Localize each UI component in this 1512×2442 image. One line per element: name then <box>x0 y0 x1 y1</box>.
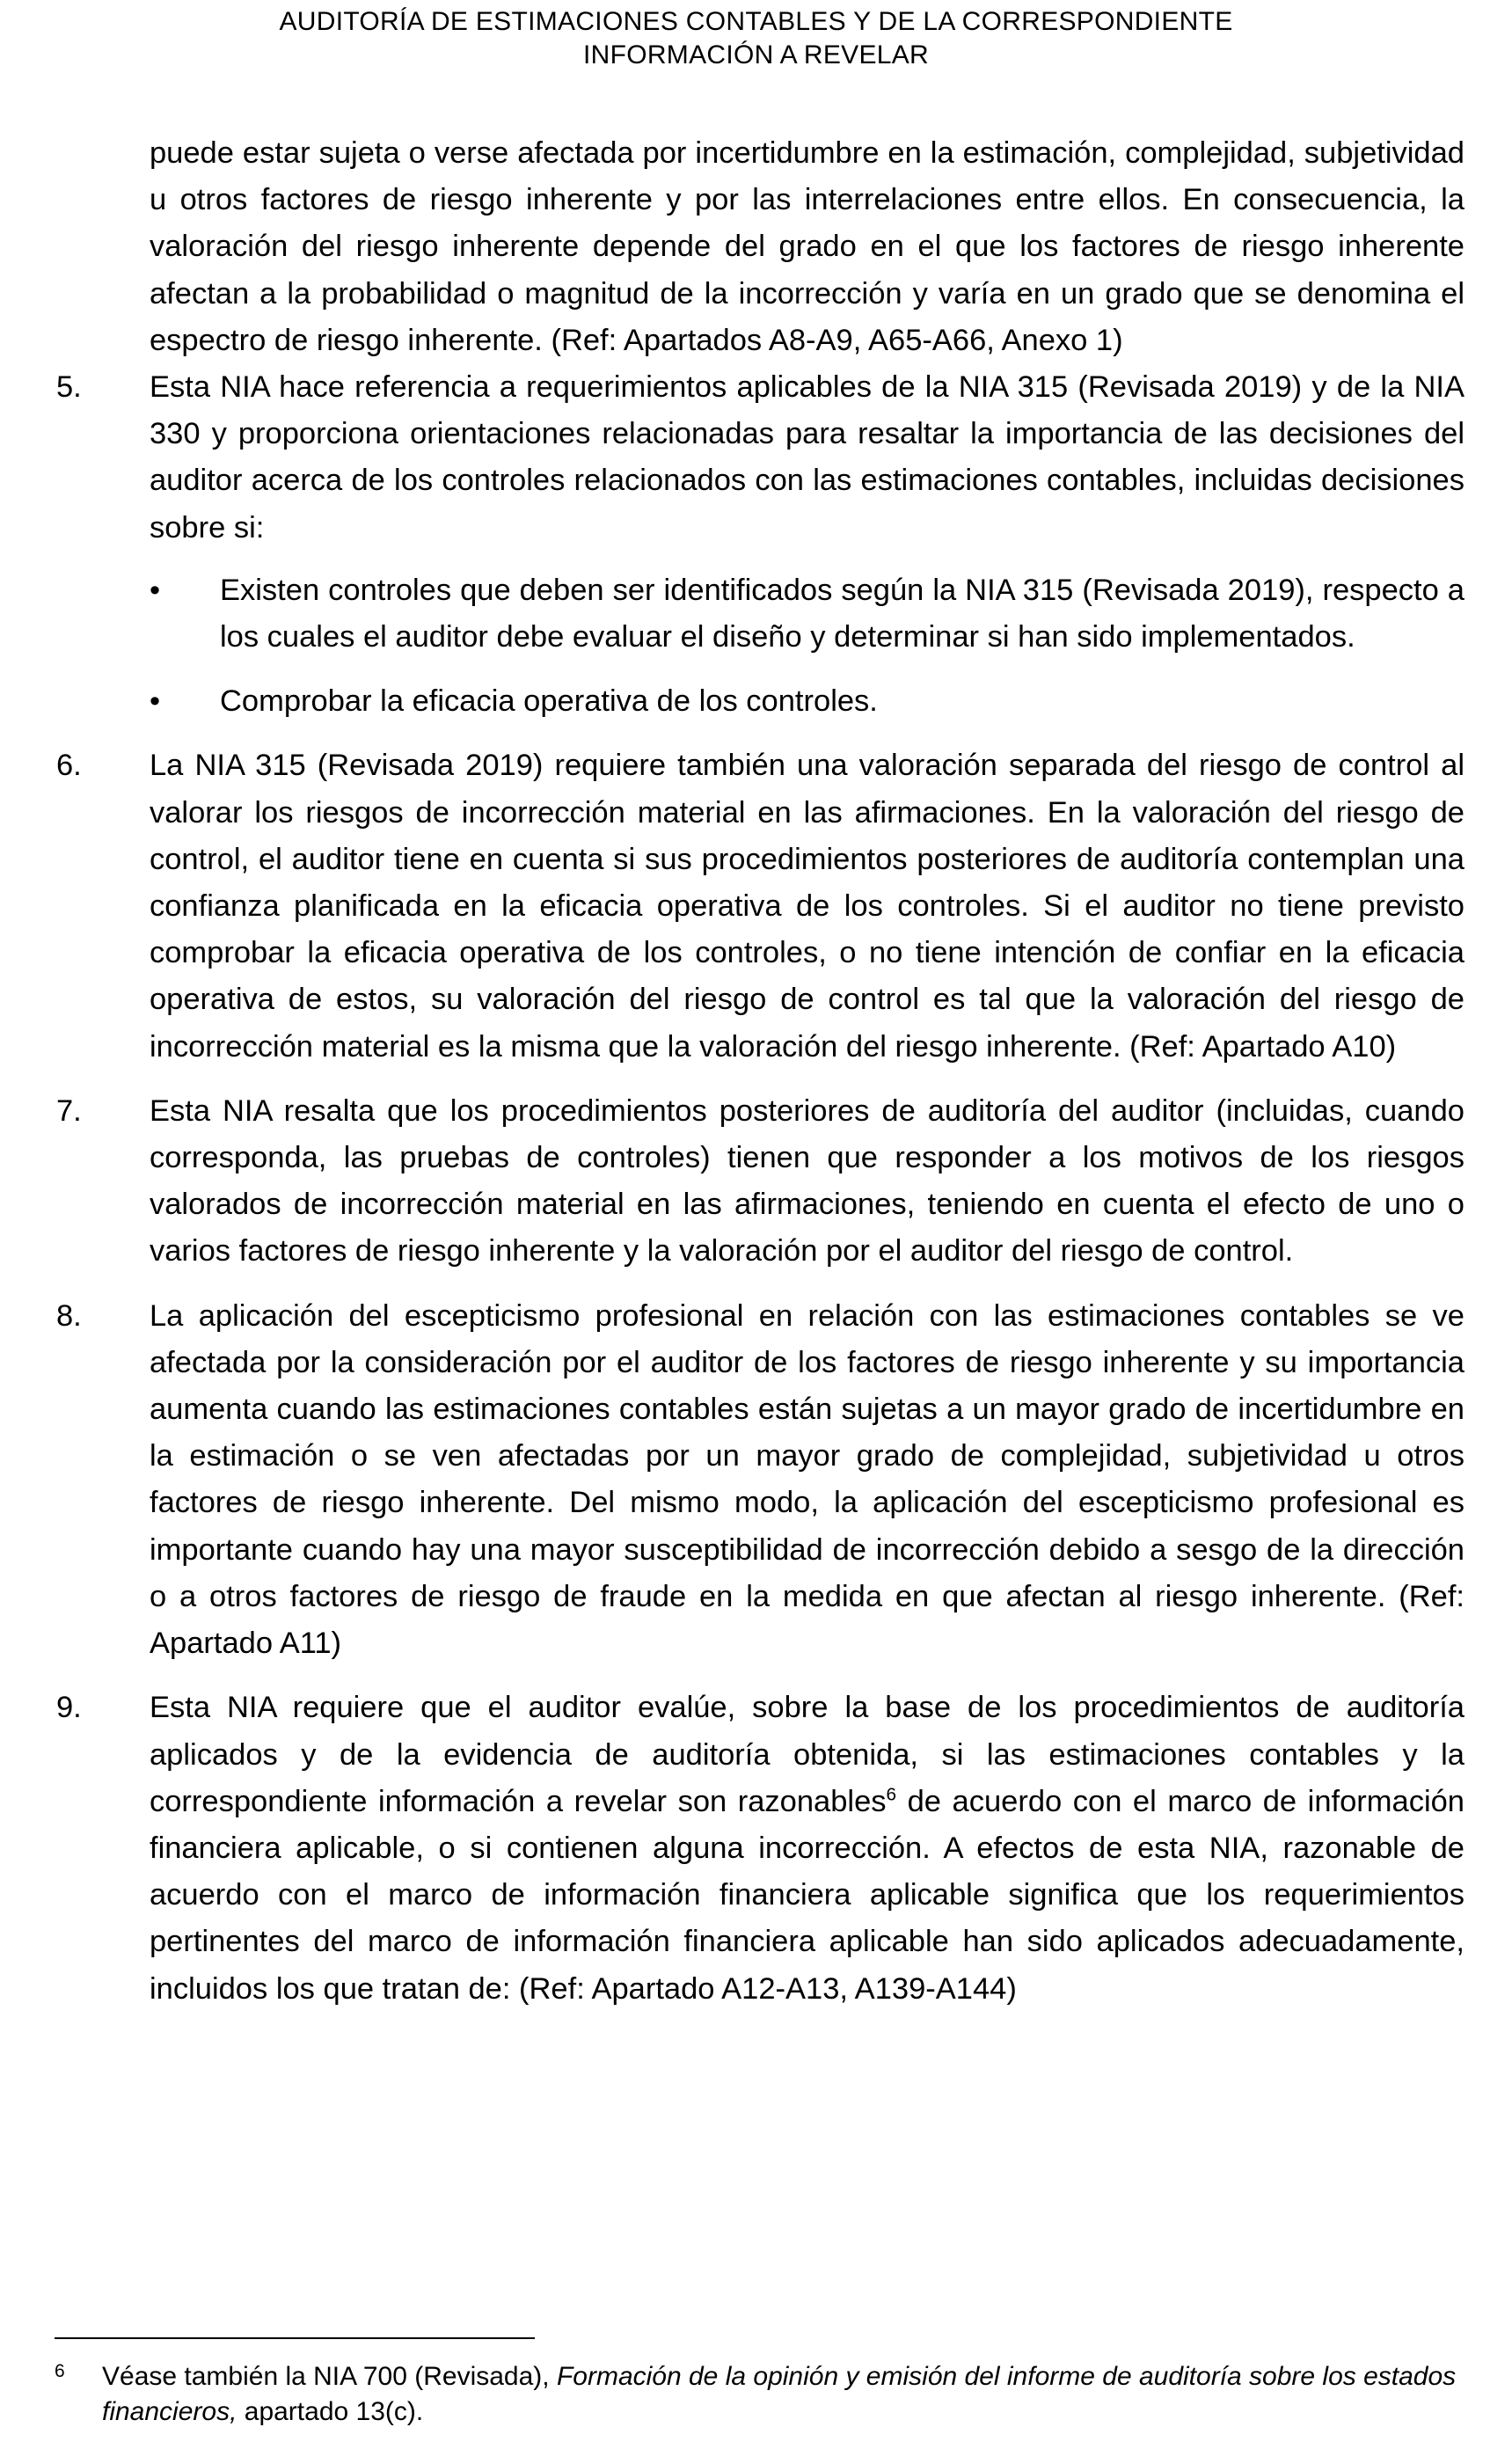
paragraph-text <box>150 1685 1465 2012</box>
footnote-reference[interactable]: 6 <box>886 1784 897 1805</box>
bullet-icon: • <box>150 684 161 719</box>
footnote <box>55 2359 1465 2430</box>
footnote-italic-title: Formación de la opinión y emisión del informe de auditoría sobre los estados financieros, <box>102 2362 1457 2426</box>
paragraph-6 <box>56 742 1465 1070</box>
bullet-item <box>150 678 1465 725</box>
running-header-line-2: INFORMACIÓN A REVELAR <box>582 40 930 69</box>
bullet-item <box>150 567 1465 661</box>
paragraph-5 <box>56 364 1465 725</box>
paragraph-7 <box>56 1088 1465 1276</box>
bullet-icon: • <box>150 573 161 607</box>
paragraph-text-part: de acuerdo con el marco de información financiera aplicable, o si contienen alguna incorrección. A efectos de esta NIA, razonable de acuerdo con el marco de información financiera aplicable significa que los requerimientos pertinentes del marco de información financiera aplicable han sido aplicados adecuadamente, incluidos los que tratan de: (Ref: Apartado A12-A13, A139-A144) <box>150 1784 1465 2006</box>
continuation-paragraph: puede estar sujeta o verse afectada por incertidumbre en la estimación, complejidad, subjetividad u otros factores de riesgo inherente y por las interrelaciones entre ellos. En consecuencia, la valoración del riesgo inherente depende del grado en el que los factores de riesgo inherente afectan a la probabilidad o magnitud de la incorrección y varía en un grado que se denomina el espectro de riesgo inherente. (Ref: Apartados A8-A9, A65-A66, Anexo 1) <box>150 136 1465 357</box>
paragraph-text-part: Esta NIA requiere que el auditor evalúe, sobre la base de los procedimientos de auditoría aplicados y de la evidencia de auditoría obtenida, si las estimaciones contables y la correspondiente información a revelar son razonables <box>150 1691 1465 1818</box>
footnote-text: Véase también la NIA 700 (Revisada), <box>102 2362 557 2391</box>
paragraph-number: 9. <box>56 1691 82 1725</box>
paragraph-text: Esta NIA resalta que los procedimientos posteriores de auditoría del auditor (incluidas, cuando corresponda, las pruebas de controles) tienen que responder a los motivos de los riesgos valorados de incorrección material en las afirmaciones, teniendo en cuenta el efecto de uno o varios factores de riesgo inherente y la valoración por el auditor del riesgo de control. <box>150 1093 1465 1269</box>
document-body <box>56 130 1465 2030</box>
paragraph-number: 6. <box>56 749 82 783</box>
paragraph-number: 8. <box>56 1298 82 1333</box>
running-header <box>0 5 1512 72</box>
paragraph-number: 7. <box>56 1093 82 1128</box>
paragraph-9 <box>56 1685 1465 2012</box>
footnote-text: apartado 13(c). <box>237 2397 424 2426</box>
paragraph-text: Esta NIA hace referencia a requerimientos aplicables de la NIA 315 (Revisada 2019) y de la NIA 330 y proporciona orientaciones relacionadas para resaltar la importancia de las decisiones del auditor acerca de los controles relacionados con las estimaciones contables, incluidas decisiones sobre si: <box>150 370 1465 545</box>
running-header-line-1: AUDITORÍA DE ESTIMACIONES CONTABLES Y DE LA CORRESPONDIENTE <box>279 7 1233 36</box>
footnote-separator <box>55 2337 535 2339</box>
paragraph-text: La aplicación del escepticismo profesional en relación con las estimaciones contables se ve afectada por la consideración por el auditor de los factores de riesgo inherente y su importancia aumenta cuando las estimaciones contables están sujetas a un mayor grado de incertidumbre en la estimación o se ven afectadas por un mayor grado de complejidad, subjetividad u otros factores de riesgo inherente. Del mismo modo, la aplicación del escepticismo profesional es importante cuando hay una mayor susceptibilidad de incorrección debido a sesgo de la dirección o a otros factores de riesgo de fraude en la medida en que afectan al riesgo inherente. (Ref: Apartado A11) <box>150 1298 1465 1661</box>
bullet-text: Existen controles que deben ser identificados según la NIA 315 (Revisada 2019), respecto a los cuales el auditor debe evaluar el diseño y determinar si han sido implementados. <box>220 573 1465 654</box>
footnote-number: 6 <box>55 2361 65 2381</box>
bullet-text: Comprobar la eficacia operativa de los controles. <box>220 684 878 719</box>
paragraph-number: 5. <box>56 370 82 405</box>
paragraph-8 <box>56 1293 1465 1668</box>
paragraph-text: La NIA 315 (Revisada 2019) requiere también una valoración separada del riesgo de control al valorar los riesgos de incorrección material en las afirmaciones. En la valoración del riesgo de control, el auditor tiene en cuenta si sus procedimientos posteriores de auditoría contemplan una confianza planificada en la eficacia operativa de los controles. Si el auditor no tiene previsto comprobar la eficacia operativa de los controles, o no tiene intención de confiar en la eficacia operativa de estos, su valoración del riesgo de control es tal que la valoración del riesgo de incorrección material es la misma que la valoración del riesgo inherente. (Ref: Apartado A10) <box>150 749 1465 1064</box>
